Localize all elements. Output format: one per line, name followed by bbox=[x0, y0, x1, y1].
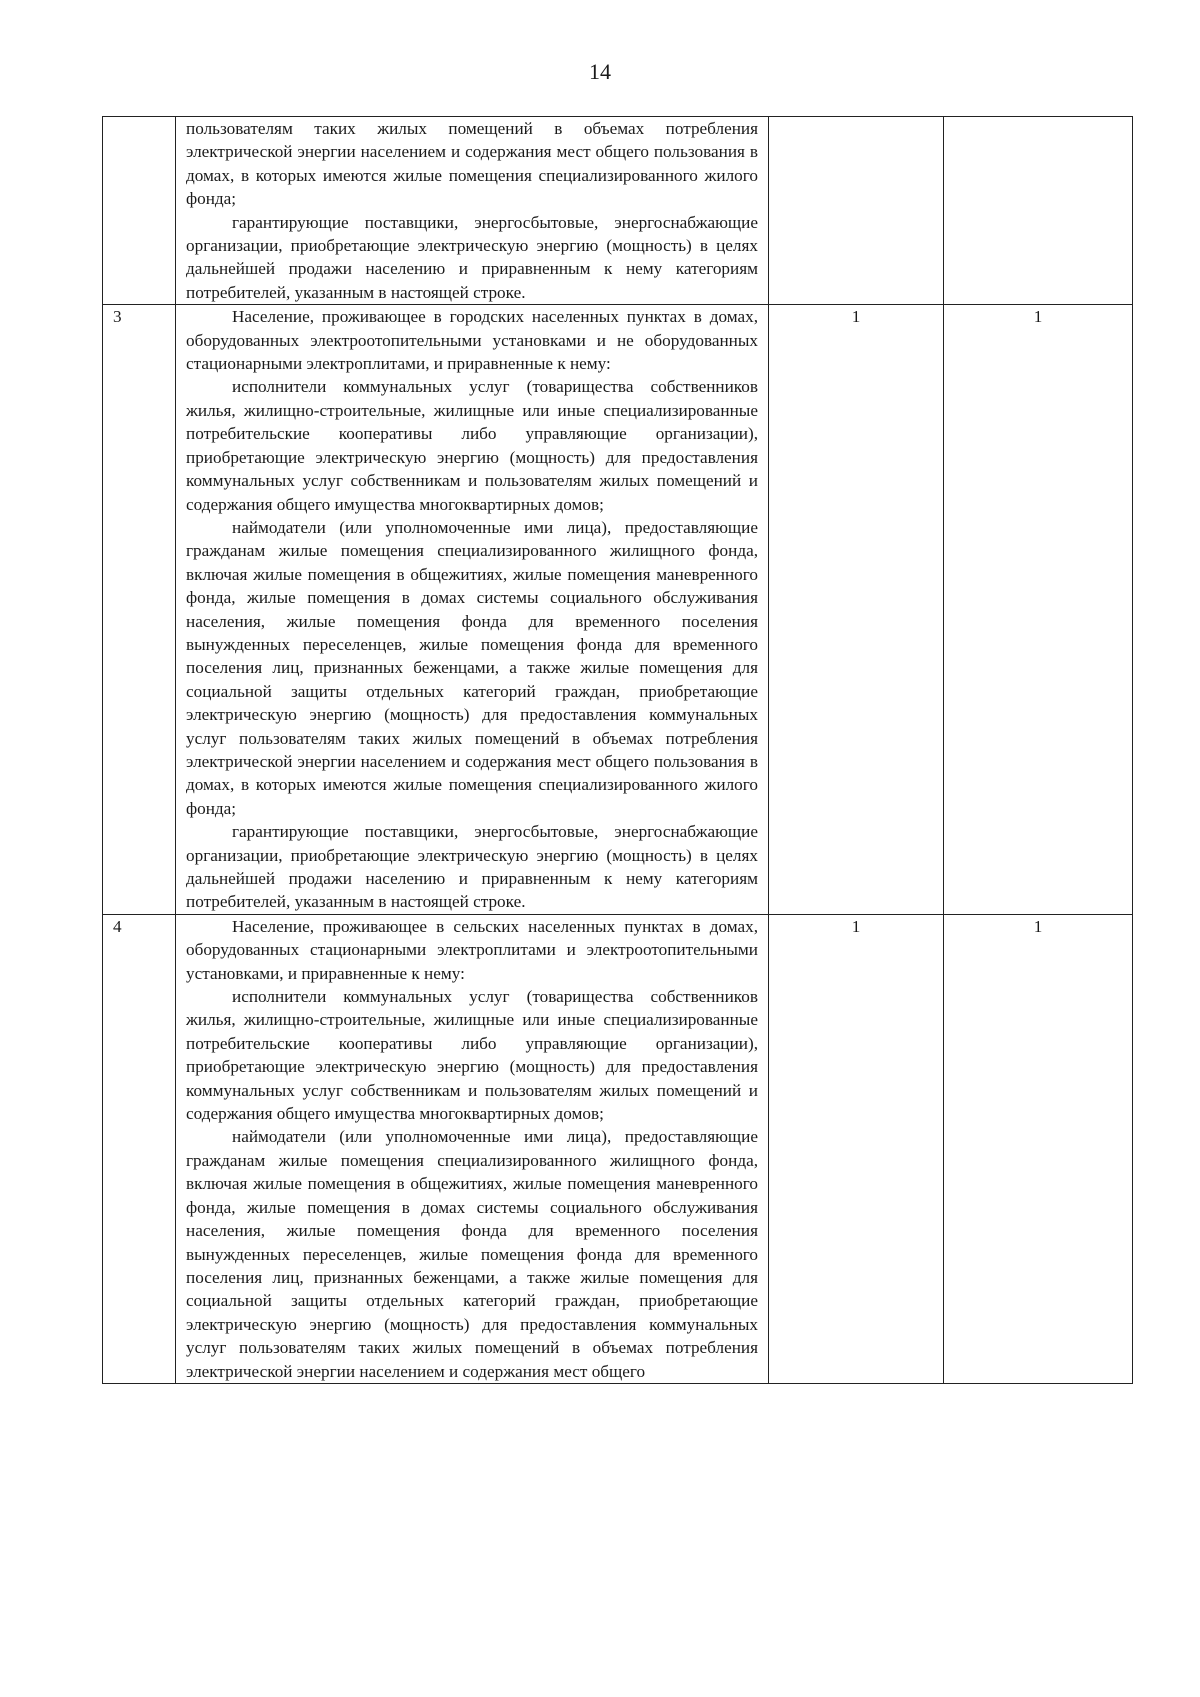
description-cell bbox=[176, 914, 769, 1383]
value-cell-1: 1 bbox=[769, 914, 944, 1383]
page-number: 14 bbox=[589, 59, 611, 84]
value-cell-2: 1 bbox=[944, 914, 1133, 1383]
value-cell-2 bbox=[944, 117, 1133, 305]
description-paragraph: гарантирующие поставщики, энергосбытовые, энергоснабжающие организации, приобретающие электрическую энергию (мощность) в целях дальнейшей продажи населению и приравненным к нему категориям потребителей, указанным в настоящей строке. bbox=[186, 212, 758, 302]
value-cell-1: 1 bbox=[769, 305, 944, 915]
description-paragraph: пользователям таких жилых помещений в объемах потребления электрической энергии населением и содержания мест общего пользования в домах, в которых имеются жилые помещения специализированного жилого фонда; bbox=[186, 119, 758, 209]
description-paragraph: наймодатели (или уполномоченные ими лица), предоставляющие гражданам жилые помещения специализированного жилищного фонда, включая жилые помещения в общежитиях, жилые помещения маневренного фонда, жилые помещения в домах системы социального обслуживания населения, жилые помещения фонда для временного поселения вынужденных переселенцев, жилые помещения фонда для временного поселения лиц, признанных беженцами, а также жилые помещения для социальной защиты отдельных категорий граждан, приобретающие электрическую энергию (мощность) для предоставления коммунальных услуг пользователям таких жилых помещений в объемах потребления электрической энергии населением и содержания мест общего bbox=[186, 1127, 758, 1381]
value-cell-1 bbox=[769, 117, 944, 305]
description-paragraph: наймодатели (или уполномоченные ими лица), предоставляющие гражданам жилые помещения специализированного жилищного фонда, включая жилые помещения в общежитиях, жилые помещения маневренного фонда, жилые помещения в домах системы социального обслуживания населения, жилые помещения фонда для временного поселения вынужденных переселенцев, жилые помещения фонда для временного поселения лиц, признанных беженцами, а также жилые помещения для социальной защиты отдельных категорий граждан, приобретающие электрическую энергию (мощность) для предоставления коммунальных услуг пользователям таких жилых помещений в объемах потребления электрической энергии населением и содержания мест общего пользования в домах, в которых имеются жилые помещения специализированного жилого фонда; bbox=[186, 517, 758, 818]
table-body bbox=[103, 117, 1133, 1384]
description-paragraph: исполнители коммунальных услуг (товарищества собственников жилья, жилищно-строительные, жилищные или иные специализированные потребительские кооперативы либо управляющие организации), приобретающие электрическую энергию (мощность) для предоставления коммунальных услуг собственникам и пользователям жилых помещений и содержания общего имущества многоквартирных домов; bbox=[186, 377, 758, 514]
table-row bbox=[103, 117, 1133, 305]
tariff-table bbox=[102, 116, 1133, 1384]
row-number-cell bbox=[103, 117, 176, 305]
row-number-cell: 3 bbox=[103, 305, 176, 915]
description-cell bbox=[176, 117, 769, 305]
description-cell bbox=[176, 305, 769, 915]
description-paragraph: исполнители коммунальных услуг (товарищества собственников жилья, жилищно-строительные, жилищные или иные специализированные потребительские кооперативы либо управляющие организации), приобретающие электрическую энергию (мощность) для предоставления коммунальных услуг собственникам и пользователям жилых помещений и содержания общего имущества многоквартирных домов; bbox=[186, 987, 758, 1124]
table-row bbox=[103, 305, 1133, 915]
description-paragraph: Население, проживающее в сельских населенных пунктах в домах, оборудованных стационарными электроплитами и электроотопительными установками, и приравненные к нему: bbox=[186, 916, 758, 983]
description-paragraph: гарантирующие поставщики, энергосбытовые, энергоснабжающие организации, приобретающие электрическую энергию (мощность) в целях дальнейшей продажи населению и приравненным к нему категориям потребителей, указанным в настоящей строке. bbox=[186, 822, 758, 912]
row-number-cell: 4 bbox=[103, 914, 176, 1383]
description-paragraph: Население, проживающее в городских населенных пунктах в домах, оборудованных электроотопительными установками и не оборудованных стационарными электроплитами, и приравненные к нему: bbox=[186, 307, 758, 374]
value-cell-2: 1 bbox=[944, 305, 1133, 915]
table-row bbox=[103, 914, 1133, 1383]
